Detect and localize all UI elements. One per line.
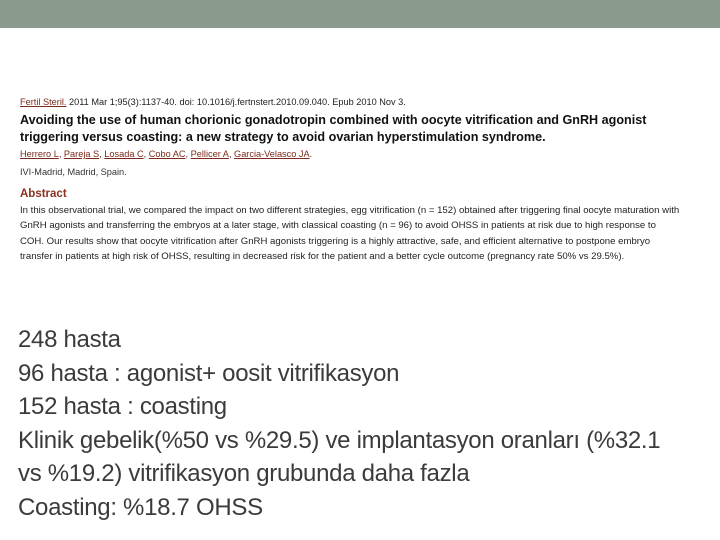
summary-line: vs %19.2) vitrifikasyon grubunda daha fazla: [18, 460, 470, 487]
author-link[interactable]: Cobo AC: [148, 149, 186, 159]
summary-line: 96 hasta : agonist+ oosit vitrifikasyon: [18, 359, 400, 387]
summary-line: Klinik gebelik(%50 vs %29.5) ve implantasyon oranları (%32.1: [18, 426, 661, 454]
affiliation: IVI-Madrid, Madrid, Spain.: [20, 167, 127, 177]
author-link[interactable]: Pareja S: [63, 149, 100, 159]
author-link[interactable]: Pellicer A: [190, 149, 229, 159]
summary-text: [18, 323, 720, 524]
author-list: Herrero L, Pareja S, Losada C, Cobo AC, Pellicer A, Garcia-Velasco JA.: [20, 149, 313, 159]
author-link[interactable]: Losada C: [104, 149, 144, 159]
slide-top-bar: [0, 0, 720, 28]
article-title: Avoiding the use of human chorionic gonadotropin combined with oocyte vitrification and GnRH agonist triggering versus coasting: a new strategy to avoid ovarian hyperstimulation syndrome.: [20, 113, 647, 144]
abstract-text: In this observational trial, we compared the impact on two different strategies, egg vitrification (n = 152) obtained after triggering final oocyte maturation with GnRH agonists and transferring the embryos at a later stage, with classical coasting (n = 96) to avoid OHSS in patients at risk due to high response to COH. Our results show that oocyte vitrification after GnRH agonists triggering is a highly attractive, safe, and efficient alternative to postpone embryo transfer in patients at high risk of OHSS, resulting in decreased risk for the patient and a better cycle outcome (pregnancy rate 50% vs 29.5%).: [20, 205, 680, 262]
reference-details: 2011 Mar 1;95(3):1137-40. doi: 10.1016/j.fertnstert.2010.09.040. Epub 2010 Nov 3.: [66, 97, 406, 107]
abstract-heading: Abstract: [20, 188, 67, 200]
citation-block: [20, 96, 680, 264]
reference-line: [20, 96, 680, 109]
journal-link[interactable]: Fertil Steril.: [20, 97, 67, 107]
author-link[interactable]: Garcia-Velasco JA: [234, 149, 310, 159]
author-link[interactable]: Herrero L: [20, 149, 59, 159]
summary-line: 248 hasta: [18, 326, 121, 353]
summary-line: Coasting: %18.7 OHSS: [18, 493, 263, 521]
summary-line: 152 hasta : coasting: [18, 393, 227, 420]
